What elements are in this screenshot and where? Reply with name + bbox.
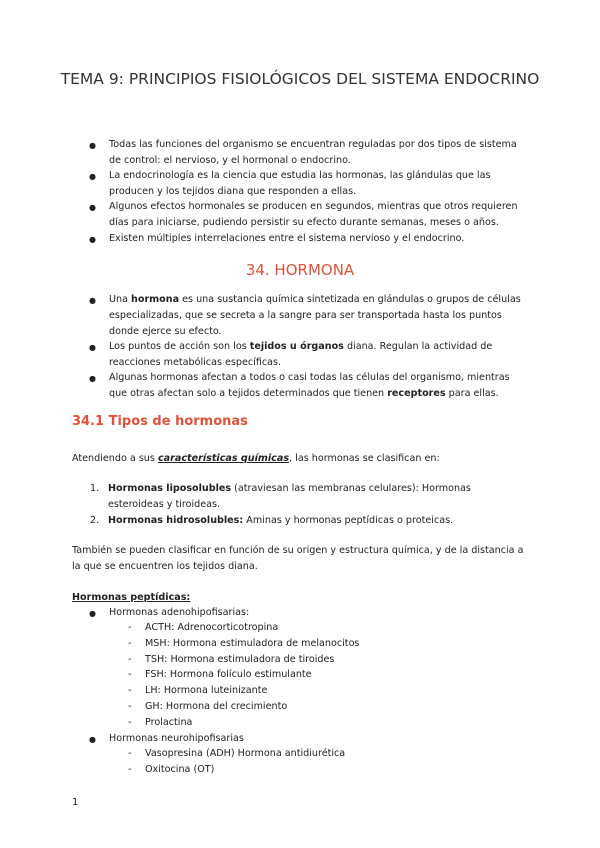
adeno-item: FSH: Hormona folículo estimulante [145,669,312,680]
list-number: 1. [90,483,100,494]
adeno-item: GH: Hormona del crecimiento [145,701,288,712]
tipos-also: También se pueden clasificar en función de su origen y estructura química, y de la distancia a la que se encuentren los tejidos diana. [72,545,524,572]
bullet-icon: ● [89,735,96,744]
adeno-item: LH: Hormona luteinizante [145,685,268,696]
dash-icon: - [128,638,132,649]
dash-icon: - [128,748,132,759]
adeno-item: Prolactina [145,717,193,728]
hormona-bullet-1: Una hormona es una sustancia química sintetizada en glándulas o grupos de células especializadas, que se secreta a la sangre para ser transportada hasta los puntos donde ejerce su efecto. [109,294,521,337]
dash-icon: - [128,622,132,633]
list-number: 2. [90,515,100,526]
bullet-icon: ● [89,203,96,212]
intro-bullet-2: La endocrinología es la ciencia que estudia las hormonas, las glándulas que las producen y los tejidos diana que responden a ellas. [109,170,491,197]
neuro-item: Vasopresina (ADH) Hormona antidiurética [145,748,346,759]
bullet-icon: ● [89,296,96,305]
adeno-label: Hormonas adenohipofisarias: [109,607,250,618]
neuro-label: Hormonas neurohipofisarias [109,733,244,744]
intro-bullet-4: Existen múltiples interrelaciones entre el sistema nervioso y el endocrino. [109,233,465,244]
neuro-item: Oxitocina (OT) [145,764,215,775]
tipos-item-1: Hormonas liposolubles (atraviesan las membranas celulares): Hormonas esteroideas y tiroideas. [108,483,471,510]
bullet-icon: ● [89,235,96,244]
page-title: TEMA 9: PRINCIPIOS FISIOLÓGICOS DEL SISTEMA ENDOCRINO [60,70,540,88]
hormona-bullet-2: Los puntos de acción son los tejidos u órganos diana. Regulan la actividad de reacciones metabólicas específicas. [109,341,493,368]
adeno-item: MSH: Hormona estimuladora de melanocitos [145,638,360,649]
bullet-icon: ● [89,172,96,181]
bullet-icon: ● [89,343,96,352]
tipos-item-2: Hormonas hidrosolubles: Aminas y hormonas peptídicas o proteicas. [108,515,454,526]
bullet-icon: ● [89,609,96,618]
adeno-item: TSH: Hormona estimuladora de tiroides [145,654,335,665]
dash-icon: - [128,669,132,680]
tipos-intro: Atendiendo a sus características químicas, las hormonas se clasifican en: [72,453,440,464]
dash-icon: - [128,685,132,696]
section-heading-hormona: 34. HORMONA [245,261,355,279]
hormona-bullet-3: Algunas hormonas afectan a todos o casi todas las células del organismo, mientras que otras afectan solo a tejidos determinados que tienen receptores para ellas. [109,372,510,399]
section-heading-tipos: 34.1 Tipos de hormonas [72,414,248,429]
adeno-item: ACTH: Adrenocorticotropina [145,622,279,633]
dash-icon: - [128,764,132,775]
dash-icon: - [128,654,132,665]
bullet-icon: ● [89,141,96,150]
peptidicas-heading: Hormonas peptídicas: [72,592,191,603]
intro-bullet-1: Todas las funciones del organismo se encuentran reguladas por dos tipos de sistema de control: el nervioso, y el hormonal o endocrino. [109,139,517,166]
dash-icon: - [128,701,132,712]
intro-bullet-3: Algunos efectos hormonales se producen en segundos, mientras que otros requieren días para iniciarse, pudiendo persistir su efecto durante semanas, meses o años. [109,201,518,228]
page-number: 1 [72,797,79,808]
bullet-icon: ● [89,374,96,383]
dash-icon: - [128,717,132,728]
